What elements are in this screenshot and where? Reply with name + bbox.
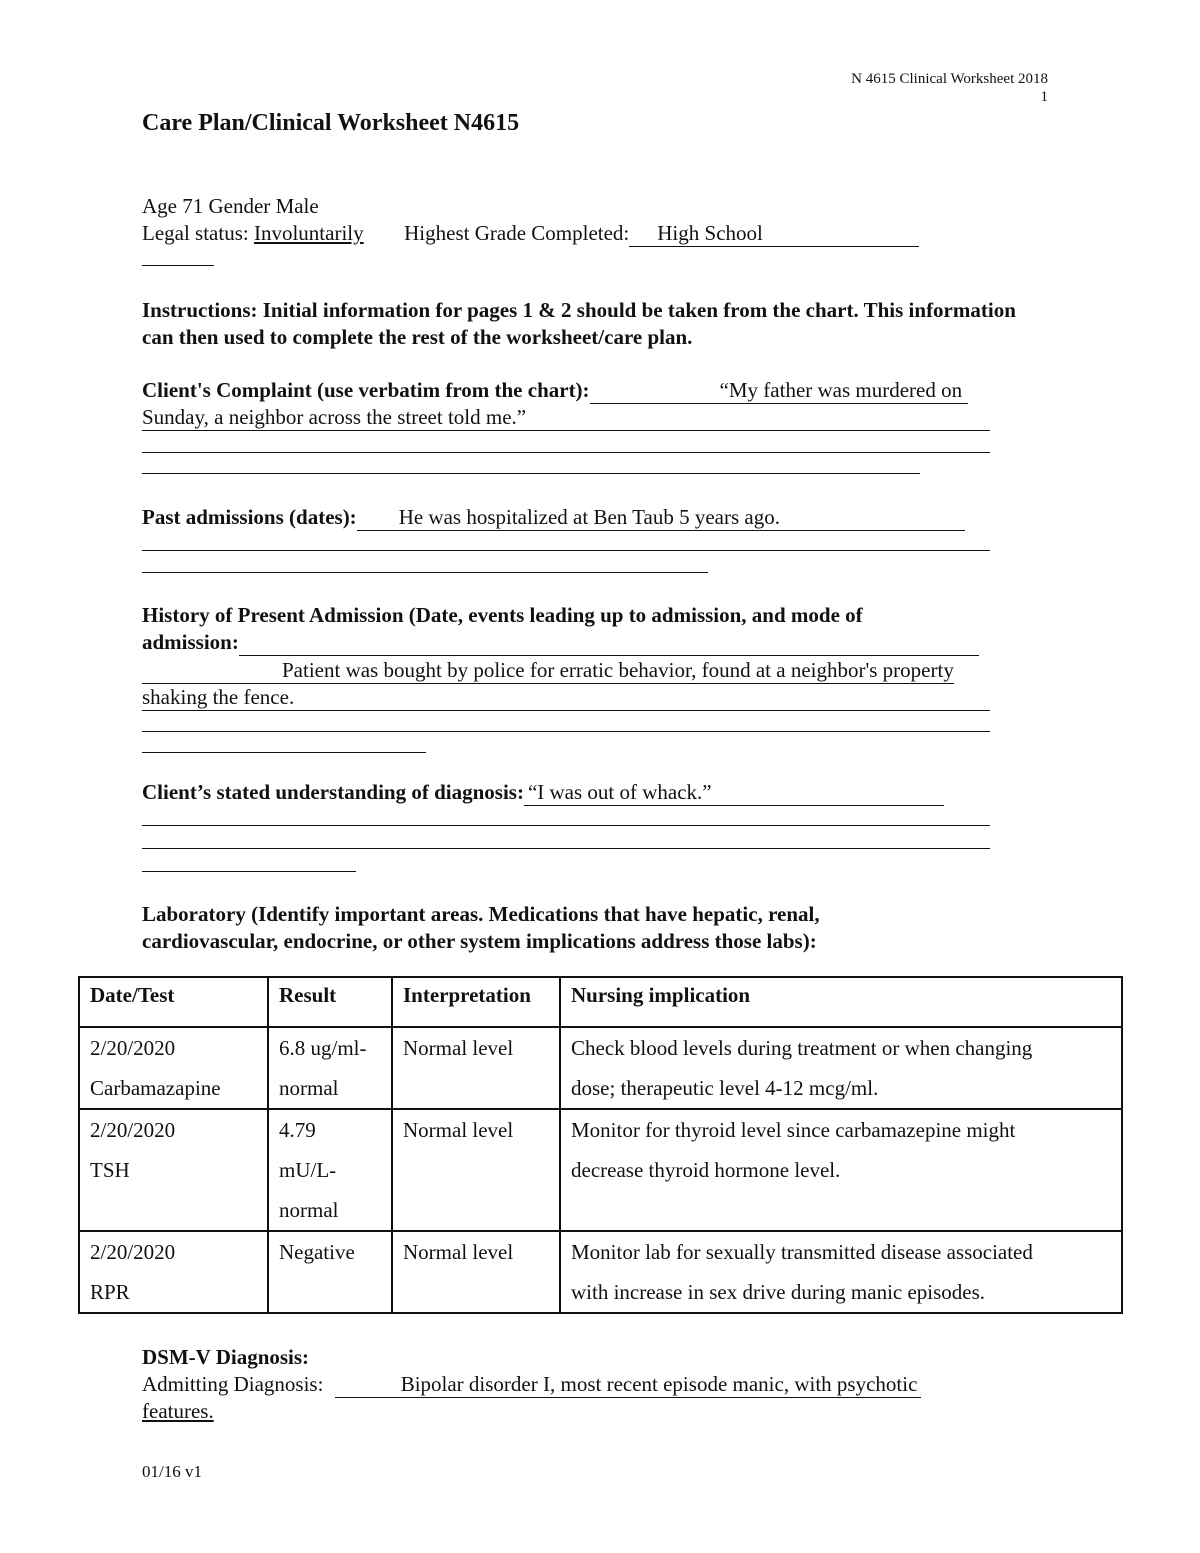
column-header: Interpretation bbox=[392, 977, 560, 1027]
result-cell bbox=[268, 1027, 392, 1109]
date-test-cell bbox=[79, 1109, 268, 1231]
result-cell: Negative bbox=[268, 1231, 392, 1313]
blank-line bbox=[142, 871, 356, 872]
page-header bbox=[851, 70, 1048, 106]
column-header: Nursing implication bbox=[560, 977, 1122, 1027]
dsm-heading: DSM-V Diagnosis: bbox=[142, 1345, 310, 1369]
gender-value: Male bbox=[275, 194, 319, 218]
demographics-line bbox=[142, 194, 319, 219]
gender-label: Gender bbox=[208, 194, 271, 218]
lab-test: RPR bbox=[90, 1280, 130, 1304]
age-value: 71 bbox=[182, 194, 204, 218]
interpretation-cell: Normal level bbox=[392, 1231, 560, 1313]
complaint-label: Client's Complaint (use verbatim from the chart): bbox=[142, 378, 590, 402]
lab-implication: Monitor for thyroid level since carbamazepine might bbox=[571, 1118, 1016, 1142]
laboratory-heading: Laboratory (Identify important areas. Medications that have hepatic, renal, cardiovascular, endocrine, or other system implications address those labs): bbox=[142, 902, 820, 953]
legal-status-line bbox=[142, 221, 919, 247]
lab-table bbox=[78, 976, 1123, 1314]
column-header: Result bbox=[268, 977, 392, 1027]
blank-line bbox=[142, 752, 426, 753]
lab-result: normal bbox=[279, 1076, 339, 1100]
history-value-line-1 bbox=[142, 658, 954, 684]
admitting-diagnosis-line bbox=[142, 1372, 921, 1398]
interpretation-cell: Normal level bbox=[392, 1109, 560, 1231]
implication-cell bbox=[560, 1109, 1122, 1231]
blank-line bbox=[142, 550, 990, 551]
blank-line bbox=[142, 452, 990, 453]
history-value-2: shaking the fence. bbox=[142, 685, 295, 709]
legal-status-value: Involuntarily bbox=[253, 221, 364, 245]
blank-line bbox=[142, 825, 990, 826]
blank-line bbox=[142, 848, 990, 849]
legal-status-label: Legal status: bbox=[142, 221, 249, 245]
date-test-cell bbox=[79, 1027, 268, 1109]
history-label-2: admission: bbox=[142, 630, 239, 654]
blank-line bbox=[142, 572, 708, 573]
lab-implication: dose; therapeutic level 4-12 mcg/ml. bbox=[571, 1076, 879, 1100]
interpretation-cell: Normal level bbox=[392, 1027, 560, 1109]
complaint-line bbox=[142, 378, 968, 404]
lab-result: 6.8 ug/ml- bbox=[279, 1036, 367, 1060]
lab-test: TSH bbox=[90, 1158, 130, 1182]
grade-label: Highest Grade Completed: bbox=[404, 221, 630, 245]
history-value-line-2 bbox=[142, 685, 990, 711]
lab-test: Carbamazapine bbox=[90, 1076, 221, 1100]
result-cell bbox=[268, 1109, 392, 1231]
past-admissions-value: He was hospitalized at Ben Taub 5 years ago. bbox=[398, 505, 780, 529]
page-title: Care Plan/Clinical Worksheet N4615 bbox=[142, 110, 520, 136]
lab-implication: decrease thyroid hormone level. bbox=[571, 1158, 841, 1182]
past-admissions-line bbox=[142, 505, 965, 531]
history-label-1: History of Present Admission (Date, events leading up to admission, and mode of bbox=[142, 603, 863, 627]
blank-line bbox=[142, 473, 920, 474]
page-number: 1 bbox=[1040, 89, 1048, 105]
complaint-value-2: Sunday, a neighbor across the street told me.” bbox=[142, 405, 527, 429]
lab-implication: with increase in sex drive during manic episodes. bbox=[571, 1280, 986, 1304]
table-row bbox=[79, 1109, 1122, 1231]
blank-line bbox=[142, 731, 990, 732]
version-footer: 01/16 v1 bbox=[142, 1462, 202, 1481]
lab-implication: Check blood levels during treatment or when changing bbox=[571, 1036, 1033, 1060]
grade-value: High School bbox=[657, 221, 763, 245]
column-header: Date/Test bbox=[79, 977, 268, 1027]
admitting-diagnosis-value-1: Bipolar disorder I, most recent episode manic, with psychotic bbox=[400, 1372, 918, 1396]
history-label-line-2 bbox=[142, 630, 979, 656]
history-value-1: Patient was bought by police for erratic behavior, found at a neighbor's property bbox=[282, 658, 954, 682]
document-name: N 4615 Clinical Worksheet 2018 bbox=[851, 71, 1048, 87]
understanding-line bbox=[142, 780, 944, 806]
lab-result: normal bbox=[279, 1198, 339, 1222]
age-label: Age bbox=[142, 194, 177, 218]
blank-line bbox=[142, 265, 214, 266]
lab-date: 2/20/2020 bbox=[90, 1240, 176, 1264]
complaint-value-1: “My father was murdered on bbox=[719, 378, 963, 402]
lab-result: mU/L- bbox=[279, 1158, 337, 1182]
table-row bbox=[79, 1027, 1122, 1109]
understanding-label: Client’s stated understanding of diagnosis: bbox=[142, 780, 524, 804]
lab-implication: Monitor lab for sexually transmitted disease associated bbox=[571, 1240, 1033, 1264]
lab-date: 2/20/2020 bbox=[90, 1118, 176, 1142]
lab-result: 4.79 bbox=[279, 1118, 316, 1142]
admitting-diagnosis-value-2: features. bbox=[142, 1399, 214, 1423]
understanding-value: “I was out of whack.” bbox=[527, 780, 712, 804]
implication-cell bbox=[560, 1027, 1122, 1109]
table-header-row bbox=[79, 977, 1122, 1027]
table-row bbox=[79, 1231, 1122, 1313]
date-test-cell bbox=[79, 1231, 268, 1313]
complaint-line-2 bbox=[142, 405, 990, 431]
instructions: Instructions: Initial information for pages 1 & 2 should be taken from the chart. This information can then used to complete the rest of the worksheet/care plan. bbox=[142, 298, 1016, 349]
admitting-diagnosis-label: Admitting Diagnosis: bbox=[142, 1372, 324, 1396]
lab-date: 2/20/2020 bbox=[90, 1036, 176, 1060]
past-admissions-label: Past admissions (dates): bbox=[142, 505, 357, 529]
implication-cell bbox=[560, 1231, 1122, 1313]
